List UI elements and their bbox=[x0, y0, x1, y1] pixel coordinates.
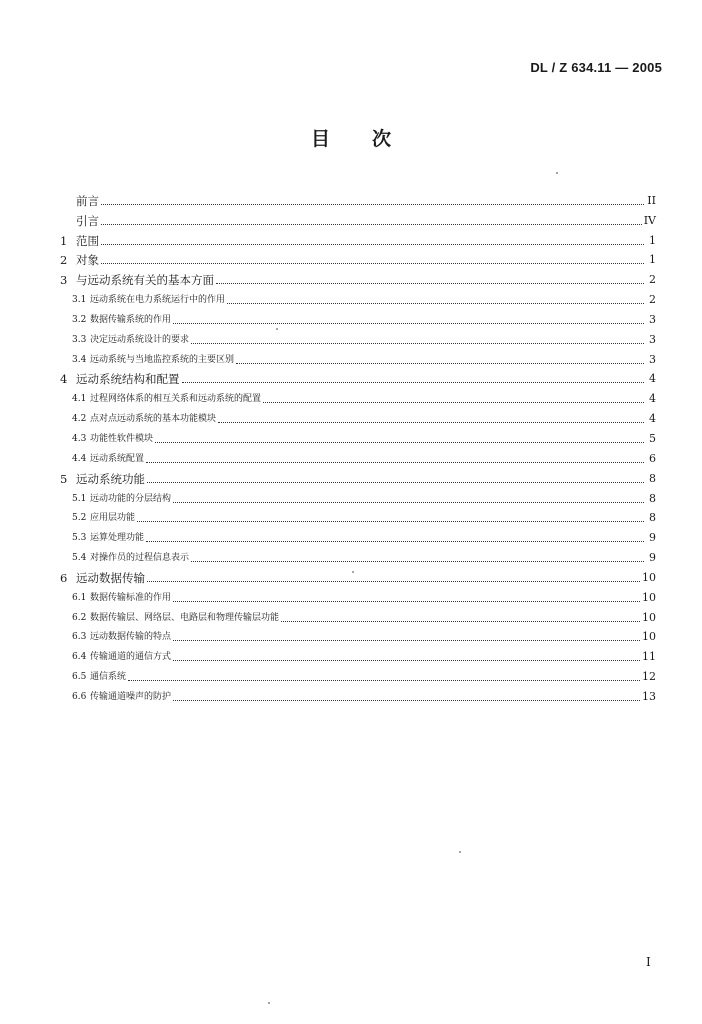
toc-entry-page: II bbox=[647, 193, 656, 207]
title-char-left: 目 bbox=[310, 128, 330, 150]
toc-entry-3-4[interactable] bbox=[60, 347, 656, 367]
toc-entry-page: 1 bbox=[649, 233, 656, 247]
document-code: DL / Z 634.11 — 2005 bbox=[530, 60, 662, 75]
toc-entry-number: 4.4 bbox=[72, 453, 87, 464]
toc-entry-number: 6 bbox=[60, 570, 68, 585]
toc-entry-number: 4.3 bbox=[72, 433, 87, 444]
toc-entry-page: 10 bbox=[642, 610, 656, 624]
toc-leader bbox=[173, 601, 640, 602]
toc-entry-number: 6.3 bbox=[72, 632, 87, 643]
toc-entry-label: 引言 bbox=[76, 213, 99, 228]
toc-leader bbox=[218, 422, 644, 423]
toc-entry-label: 决定远动系统设计的要求 bbox=[90, 334, 190, 345]
toc-entry-label: 远动系统与当地监控系统的主要区别 bbox=[90, 354, 235, 365]
toc-entry-page: 5 bbox=[649, 431, 656, 445]
toc-entry-label: 运算处理功能 bbox=[90, 533, 145, 544]
scan-speck bbox=[268, 1002, 270, 1004]
toc-entry-page: 10 bbox=[642, 590, 656, 604]
toc-leader bbox=[173, 660, 640, 661]
toc-leader bbox=[216, 283, 644, 284]
toc-entry-1[interactable] bbox=[60, 228, 656, 248]
toc-entry-number: 6.6 bbox=[72, 691, 87, 702]
toc-entry-page: 1 bbox=[649, 253, 656, 267]
toc-entry-2[interactable] bbox=[60, 248, 656, 268]
toc-entry-number: 6.5 bbox=[72, 672, 87, 683]
toc-entry-page: 13 bbox=[642, 689, 656, 703]
toc-entry-page: 4 bbox=[649, 412, 656, 426]
toc-entry-label: 对操作员的过程信息表示 bbox=[90, 553, 190, 564]
scan-speck bbox=[556, 172, 558, 174]
toc-leader bbox=[146, 541, 644, 542]
toc-leader bbox=[173, 502, 644, 503]
toc-entry-3-1[interactable] bbox=[60, 287, 656, 307]
toc-entry-5-4[interactable] bbox=[60, 545, 656, 565]
toc-entry-4-3[interactable] bbox=[60, 426, 656, 446]
toc-entry-6-5[interactable] bbox=[60, 664, 656, 684]
toc-leader bbox=[147, 482, 644, 483]
toc-leader bbox=[101, 263, 644, 264]
toc-leader bbox=[173, 640, 640, 641]
toc-entry-label: 与远动系统有关的基本方面 bbox=[76, 273, 214, 288]
toc-entry-page: 10 bbox=[642, 570, 656, 584]
toc-entry-page: 9 bbox=[649, 551, 656, 565]
toc-leader bbox=[191, 343, 644, 344]
toc-entry-label: 远动数据传输的特点 bbox=[90, 632, 172, 643]
toc-entry-5-2[interactable] bbox=[60, 506, 656, 526]
toc-entry-foreword[interactable] bbox=[60, 188, 656, 208]
toc-entry-page: 3 bbox=[649, 352, 656, 366]
toc-entry-label: 前言 bbox=[76, 193, 99, 208]
toc-entry-number: 2 bbox=[60, 253, 68, 268]
toc-entry-4-4[interactable] bbox=[60, 446, 656, 466]
toc-entry-5[interactable] bbox=[60, 466, 656, 486]
table-of-contents bbox=[60, 188, 656, 704]
toc-leader bbox=[281, 621, 640, 622]
page-title bbox=[0, 124, 702, 151]
toc-entry-page: 4 bbox=[649, 372, 656, 386]
toc-entry-number: 5.4 bbox=[72, 553, 87, 564]
toc-entry-6-2[interactable] bbox=[60, 605, 656, 625]
toc-entry-number: 5.2 bbox=[72, 513, 87, 524]
toc-entry-page: 6 bbox=[649, 451, 656, 465]
toc-entry-page: 11 bbox=[642, 650, 656, 664]
toc-leader bbox=[101, 224, 642, 225]
toc-leader bbox=[146, 462, 644, 463]
toc-entry-4-1[interactable] bbox=[60, 386, 656, 406]
toc-entry-number: 5.1 bbox=[72, 493, 87, 504]
toc-entry-6[interactable] bbox=[60, 565, 656, 585]
toc-entry-introduction[interactable] bbox=[60, 208, 656, 228]
toc-leader bbox=[128, 680, 640, 681]
toc-leader bbox=[182, 382, 645, 383]
toc-entry-3-3[interactable] bbox=[60, 327, 656, 347]
toc-entry-6-4[interactable] bbox=[60, 644, 656, 664]
toc-entry-label: 远动功能的分层结构 bbox=[90, 493, 172, 504]
toc-entry-number: 4 bbox=[60, 372, 68, 387]
toc-entry-5-1[interactable] bbox=[60, 486, 656, 506]
toc-entry-number: 4.2 bbox=[72, 414, 87, 425]
toc-entry-3-2[interactable] bbox=[60, 307, 656, 327]
toc-entry-number: 4.1 bbox=[72, 394, 87, 405]
scan-speck bbox=[276, 328, 278, 330]
toc-entry-number: 3.1 bbox=[72, 295, 87, 306]
toc-entry-label: 数据传输标准的作用 bbox=[90, 592, 172, 603]
toc-entry-page: 9 bbox=[649, 531, 656, 545]
scan-speck bbox=[459, 851, 461, 853]
toc-entry-6-1[interactable] bbox=[60, 585, 656, 605]
toc-entry-label: 传输通道噪声的防护 bbox=[90, 691, 172, 702]
toc-entry-number: 5.3 bbox=[72, 533, 87, 544]
page-number: I bbox=[646, 955, 651, 969]
toc-leader bbox=[191, 561, 644, 562]
toc-entry-label: 远动系统配置 bbox=[90, 453, 145, 464]
toc-entry-6-6[interactable] bbox=[60, 684, 656, 704]
toc-entry-label: 应用层功能 bbox=[90, 513, 136, 524]
toc-leader bbox=[236, 363, 644, 364]
toc-entry-number: 5 bbox=[60, 471, 68, 486]
toc-entry-number: 1 bbox=[60, 233, 68, 248]
toc-entry-number: 6.2 bbox=[72, 612, 87, 623]
toc-entry-label: 通信系统 bbox=[90, 672, 127, 683]
scan-speck bbox=[352, 571, 354, 573]
toc-entry-page: 10 bbox=[642, 630, 656, 644]
toc-leader bbox=[101, 244, 644, 245]
title-char-right: 次 bbox=[372, 128, 392, 150]
toc-entry-page: 2 bbox=[649, 293, 656, 307]
toc-entry-label: 点对点远动系统的基本功能模块 bbox=[90, 414, 217, 425]
toc-leader bbox=[227, 303, 644, 304]
toc-entry-page: 12 bbox=[642, 670, 656, 684]
toc-entry-page: 2 bbox=[649, 273, 656, 287]
toc-leader bbox=[147, 581, 640, 582]
toc-entry-number: 3.4 bbox=[72, 354, 87, 365]
toc-entry-label: 远动数据传输 bbox=[76, 570, 145, 585]
toc-entry-number: 6.4 bbox=[72, 652, 87, 663]
toc-entry-number: 3.3 bbox=[72, 334, 87, 345]
toc-entry-label: 远动系统结构和配置 bbox=[76, 372, 180, 387]
toc-entry-label: 范围 bbox=[76, 233, 99, 248]
toc-entry-4-2[interactable] bbox=[60, 406, 656, 426]
toc-entry-number: 3 bbox=[60, 273, 68, 288]
toc-entry-page: 8 bbox=[649, 491, 656, 505]
toc-entry-label: 数据传输系统的作用 bbox=[90, 314, 172, 325]
toc-entry-page: 3 bbox=[649, 312, 656, 326]
toc-entry-4[interactable] bbox=[60, 367, 656, 387]
toc-entry-3[interactable] bbox=[60, 267, 656, 287]
toc-entry-label: 传输通道的通信方式 bbox=[90, 652, 172, 663]
toc-entry-label: 数据传输层、网络层、电路层和物理传输层功能 bbox=[90, 612, 280, 623]
toc-entry-page: 4 bbox=[649, 392, 656, 406]
toc-entry-number: 3.2 bbox=[72, 314, 87, 325]
toc-entry-label: 远动系统在电力系统运行中的作用 bbox=[90, 295, 226, 306]
toc-entry-page: 8 bbox=[649, 471, 656, 485]
toc-leader bbox=[173, 700, 640, 701]
toc-leader bbox=[263, 402, 644, 403]
toc-leader bbox=[155, 442, 644, 443]
toc-entry-label: 功能性软件模块 bbox=[90, 433, 154, 444]
toc-entry-label: 对象 bbox=[76, 253, 99, 268]
toc-entry-number: 6.1 bbox=[72, 592, 87, 603]
toc-leader bbox=[137, 521, 644, 522]
toc-entry-label: 远动系统功能 bbox=[76, 471, 145, 486]
toc-entry-6-3[interactable] bbox=[60, 625, 656, 645]
toc-entry-page: IV bbox=[643, 213, 656, 227]
toc-entry-page: 8 bbox=[649, 511, 656, 525]
toc-leader bbox=[173, 323, 644, 324]
toc-entry-label: 过程网络体系的相互关系和远动系统的配置 bbox=[90, 394, 262, 405]
toc-entry-5-3[interactable] bbox=[60, 525, 656, 545]
toc-entry-page: 3 bbox=[649, 332, 656, 346]
toc-leader bbox=[101, 204, 644, 205]
